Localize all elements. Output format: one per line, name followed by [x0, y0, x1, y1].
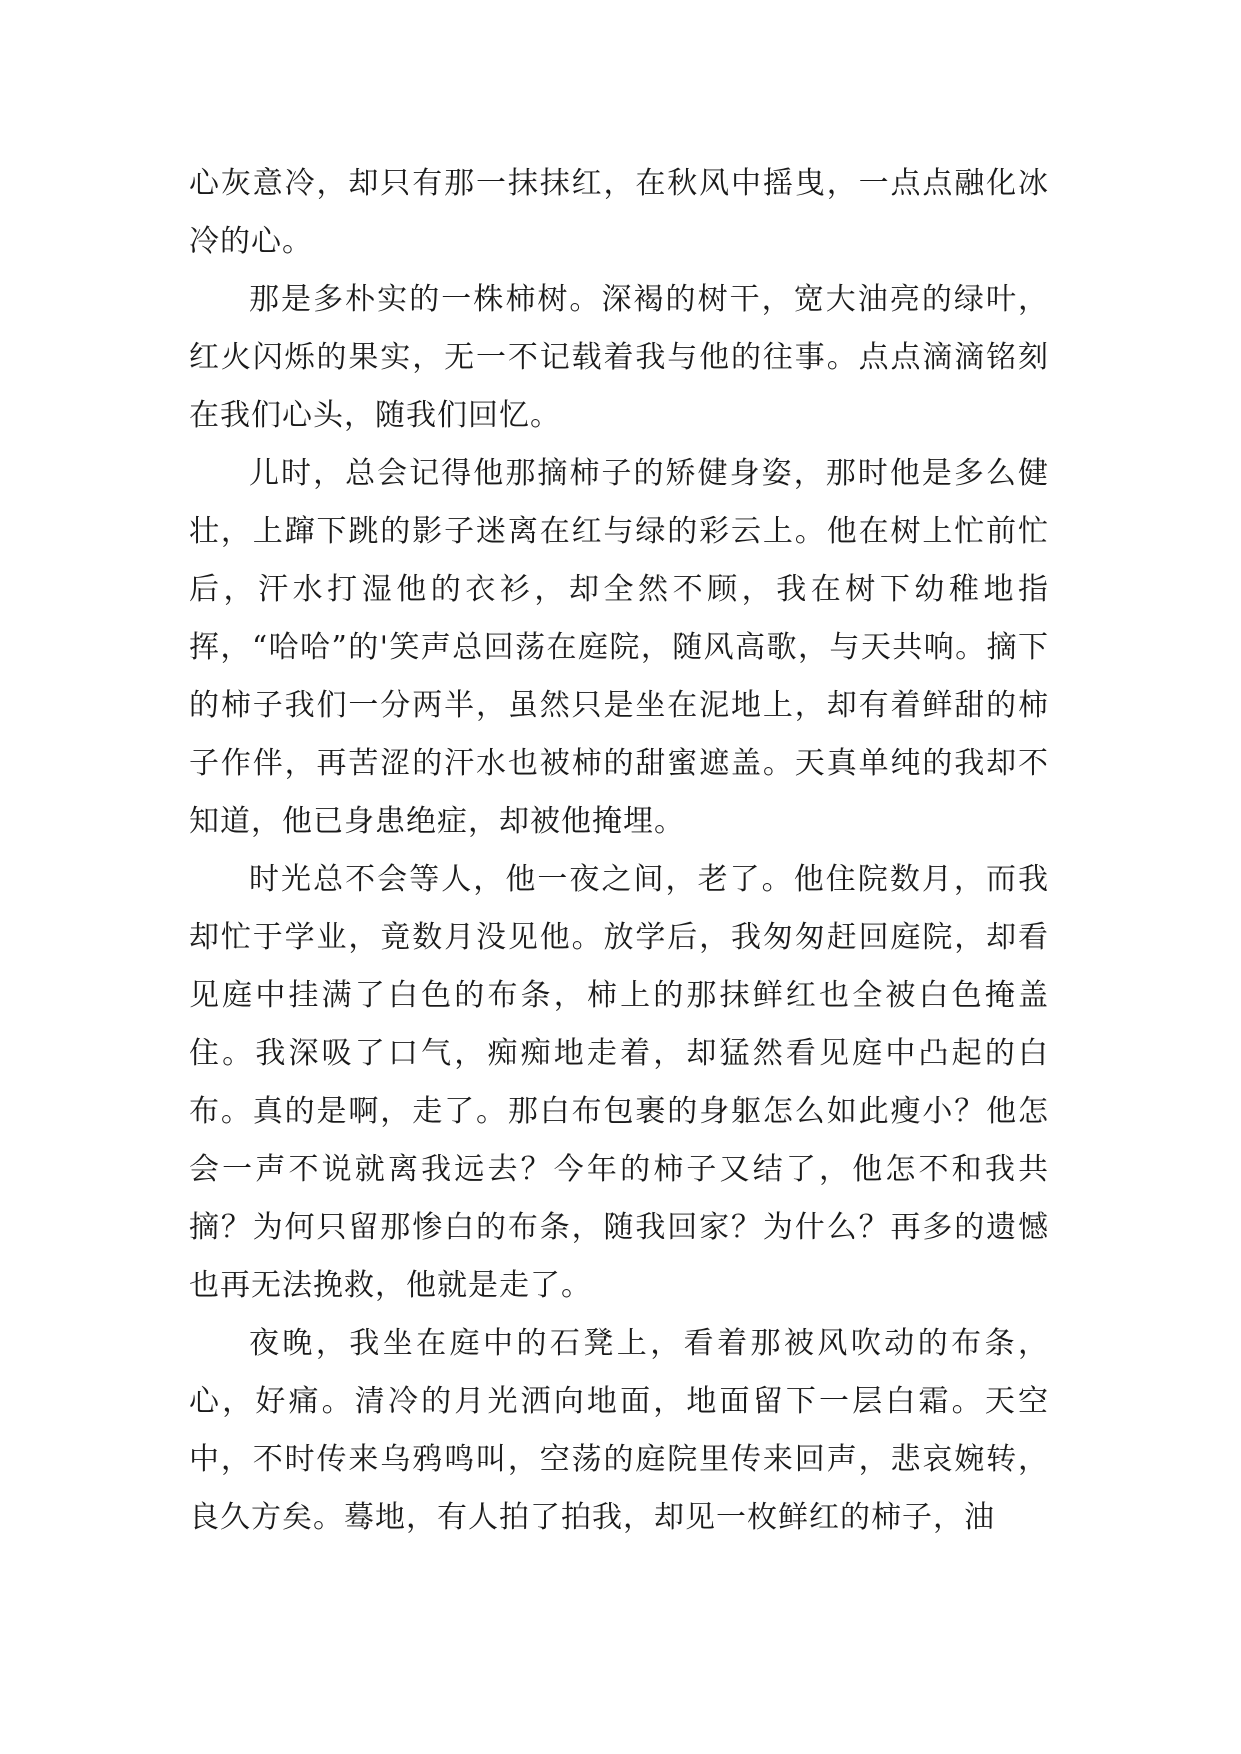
paragraph-3: 儿时，总会记得他那摘柿子的矫健身姿，那时他是多么健壮，上蹿下跳的影子迷离在红与绿的彩云上。他在树上忙前忙后，汗水打湿他的衣衫，却全然不顾，我在树下幼稚地指挥，“哈哈”的'笑声总回荡在庭院，随风高歌，与天共响。摘下的柿子我们一分两半，虽然只是坐在泥地上，却有着鲜甜的柿子作伴，再苦涩的汗水也被柿的甜蜜遮盖。天真单纯的我却不知道，他已身患绝症，却被他掩埋。 [189, 456, 1049, 839]
paragraph-4: 时光总不会等人，他一夜之间，老了。他住院数月，而我却忙于学业，竟数月没见他。放学后，我匆匆赶回庭院，却看见庭中挂满了白色的布条，柿上的那抹鲜红也全被白色掩盖住。我深吸了口气，痴痴地走着，却猛然看见庭中凸起的白布。真的是啊，走了。那白布包裹的身躯怎么如此瘦小？他怎会一声不说就离我远去？今年的柿子又结了，他怎不和我共摘？为何只留那惨白的布条，随我回家？为什么？再多的遗憾也再无法挽救，他就是走了。 [189, 862, 1049, 1303]
document-body [189, 155, 1049, 1547]
paragraph-2: 那是多朴实的一株柿树。深褐的树干，宽大油亮的绿叶，红火闪烁的果实，无一不记载着我与他的往事。点点滴滴铭刻在我们心头，随我们回忆。 [189, 282, 1049, 433]
paragraph-5: 夜晚，我坐在庭中的石凳上，看着那被风吹动的布条，心，好痛。清冷的月光洒向地面，地面留下一层白霜。天空中，不时传来乌鸦鸣叫，空荡的庭院里传来回声，悲哀婉转，良久方矣。蓦地，有人拍了拍我，却见一枚鲜红的柿子，油 [189, 1326, 1049, 1535]
paragraph-1: 心灰意冷，却只有那一抹抹红，在秋风中摇曳，一点点融化冰冷的心。 [189, 166, 1049, 259]
